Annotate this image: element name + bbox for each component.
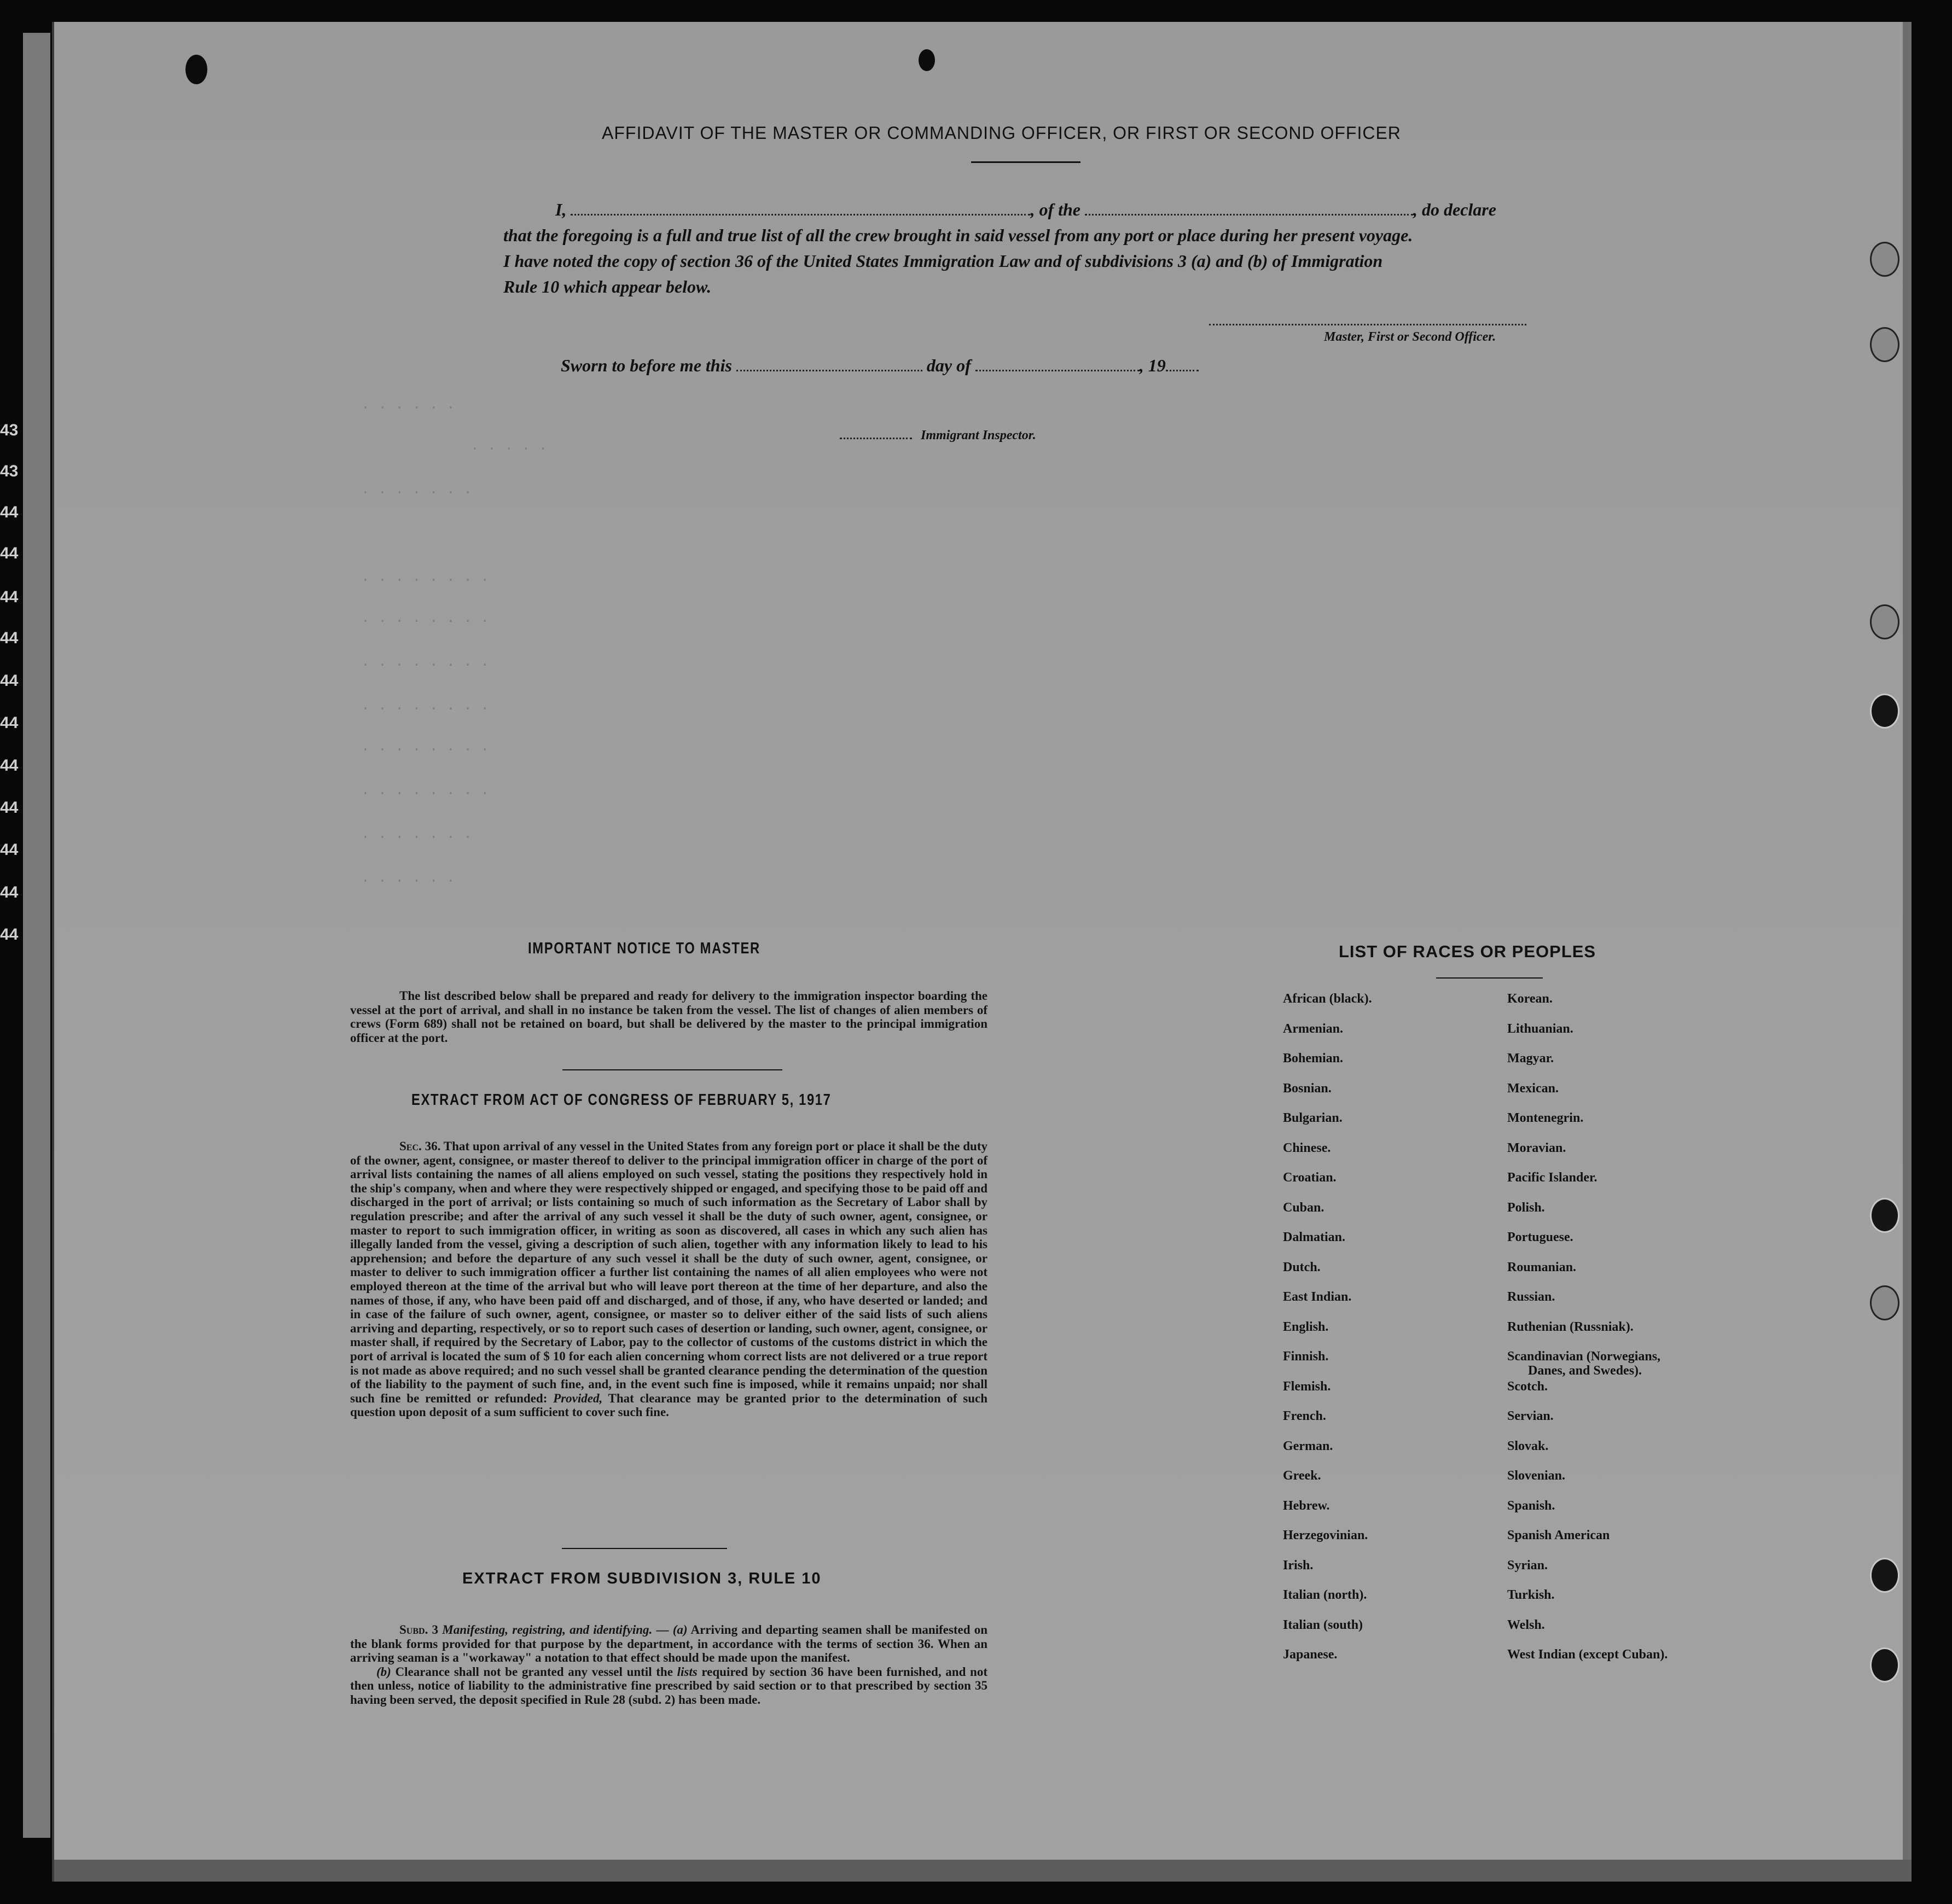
binder-hole-icon [1870,1558,1899,1593]
race-item: French. [1283,1409,1326,1423]
binder-hole-icon [1870,1285,1899,1320]
inspector-signature-field[interactable] [840,438,912,439]
part-a-mark: (a) [672,1623,688,1637]
sworn-day-field[interactable] [736,357,922,371]
binder-hole-icon [1870,327,1899,362]
race-item: Lithuanian. [1507,1021,1573,1036]
races-left-column [1283,992,1372,1678]
race-item: Dutch. [1283,1260,1321,1274]
race-item: Spanish. [1507,1498,1555,1513]
subdivision-heading: Manifesting, registring, and identifying. [442,1623,653,1637]
race-item: Flemish. [1283,1379,1331,1394]
margin-number: 44 [0,588,19,606]
race-item: East Indian. [1283,1290,1352,1304]
section-rule [562,1069,782,1070]
race-item: Cuban. [1283,1200,1324,1215]
race-item: Croatian. [1283,1171,1337,1185]
binder-hole-icon [1870,242,1899,277]
race-item: Japanese. [1283,1647,1338,1662]
margin-number: 44 [0,503,19,521]
race-item: Bohemian. [1283,1051,1344,1065]
declaration-of-the: , of the [1030,200,1080,219]
races-title: LIST OF RACES OR PEOPLES [1339,942,1596,961]
race-item: Russian. [1507,1290,1555,1304]
sworn-text: Sworn to before me this [561,356,732,375]
race-item: Irish. [1283,1558,1314,1573]
underlying-sheet-edge [23,33,50,1838]
race-item: West Indian (except Cuban). [1507,1647,1668,1662]
sheet-bottom-edge [54,1860,1912,1882]
races-title-rule [1436,977,1543,979]
signature-label: Master, First or Second Officer. [1324,330,1496,344]
margin-number: 44 [0,714,19,732]
race-item: Italian (north). [1283,1588,1367,1602]
rule-extract-title: EXTRACT FROM SUBDIVISION 3, RULE 10 [462,1570,822,1587]
notice-body-text: The list described below shall be prepared and ready for delivery to the immigration inspector boarding the vessel at the port of arrival, and shall in no instance be taken from the vessel. The list of changes of alien members of crews (Form 689) shall not be retained on board, but shall be delivered by the master to the principal immigration officer at the port. [350,989,987,1045]
binder-hole-icon [1870,604,1899,639]
race-item [1507,1349,1668,1379]
margin-number: 44 [0,841,19,859]
race-item: Herzegovinian. [1283,1528,1368,1542]
margin-number: 44 [0,544,19,562]
race-item: Dalmatian. [1283,1230,1345,1244]
proviso-word: Provided, [553,1391,603,1405]
race-item: Bosnian. [1283,1081,1332,1096]
race-item: Finnish. [1283,1349,1329,1364]
race-item: Mexican. [1507,1081,1559,1096]
subdivision-lead: Subd. 3 [399,1623,439,1637]
binder-hole-icon [1870,1647,1899,1682]
race-item: Armenian. [1283,1021,1343,1036]
affidavit-declaration [503,197,1548,300]
race-item: English. [1283,1319,1329,1334]
race-item: African (black). [1283,992,1372,1006]
race-item: Bulgarian. [1283,1111,1343,1125]
race-item: Montenegrin. [1507,1111,1584,1125]
part-b-text-2: required by section 36 have been furnished, and not then unless, notice of liability to the administrative fine prescribed by said section or to that prescribed by section 35 having been served, the deposit specified in Rule 28 (subd. 2) has been made. [350,1664,987,1707]
sworn-year-field[interactable] [1166,357,1199,371]
race-item: Spanish American [1507,1528,1610,1542]
margin-number: 44 [0,799,19,817]
race-item-line: Danes, and Swedes). [1528,1364,1642,1378]
race-item: Korean. [1507,992,1553,1006]
affidavit-title: AFFIDAVIT OF THE MASTER OR COMMANDING OFFICER, OR FIRST OR SECOND OFFICER [602,123,1401,143]
declaration-i: I, [555,200,567,219]
margin-number: 44 [0,629,19,647]
sheet-edge-shadow [1903,22,1912,1882]
race-item: Slovak. [1507,1439,1549,1453]
binder-hole-icon [1870,1198,1899,1233]
vessel-name-field[interactable] [1085,200,1413,216]
section-36-text: That upon arrival of any vessel in the United States from any foreign port or place it shall be the duty of the owner, agent, consignee, or master thereof to deliver to the principal immigration officer in charge of the port of arrival lists containing the names of all aliens employed on such vessel, stating the positions they respectively hold in the ship's company, when and where they were respectively shipped or engaged, and specifying those to be paid off and discharged in the port of arrival; or lists containing so much of such information as the Secretary of Labor shall by regulation prescribe; and after the arrival of any such vessel it shall be the duty of such owner, agent, consignee, or master to report to such immigration officer, in writing as soon as discovered, all cases in which any such alien has illegally landed from the vessel, giving a description of such alien, together with any information likely to lead to his apprehension; and before the departure of any such vessel it shall be the duty of such owner, agent, consignee, or master to deliver to such immigration officer a further list containing the names of all alien employees who were not employed thereon at the time of the arrival but who will leave port thereon at the time of her departure, and also the names of those, if any, who have been paid off and discharged, and of those, if any, who have deserted or landed; and in case of the failure of such owner, agent, consignee, or master so to deliver either of the said lists of such aliens arriving and departing, respectively, or so to report such cases of desertion or landing, such owner, agent, consignee, or master shall, if required by the Secretary of Labor, pay to the collector of customs of the customs district in which the port of arrival is located the sum of $ 10 for each alien concerning whom correct lists are not delivered or a true report is not made as above required; and no such vessel shall be granted clearance pending the determination of the question of the liability to the payment of such fine, and, in the event such fine is imposed, while it remains unpaid; nor shall such fine be remitted or refunded: [350,1139,987,1405]
race-item: Chinese. [1283,1140,1331,1155]
race-item: Polish. [1507,1200,1545,1215]
race-item: Ruthenian (Russniak). [1507,1319,1634,1334]
race-item: Moravian. [1507,1140,1566,1155]
margin-number: 44 [0,756,19,775]
inspector-label: Immigrant Inspector. [921,428,1036,442]
race-item: German. [1283,1439,1333,1453]
part-b-mark: (b) [376,1664,391,1679]
race-item: Portuguese. [1507,1230,1573,1244]
declaration-do-declare: , do declare [1413,200,1496,219]
declaration-line-3: I have noted the copy of section 36 of the United States Immigration Law and of subdivisions 3 (a) and (b) of Immigration [503,251,1383,271]
part-a-text: Arriving and departing seamen shall be manifested on the blank forms provided for that purpose by the department, in accordance with the terms of section 36. When an arriving seaman is a "workaway" a notation to that effect should be made upon the manifest. [350,1623,988,1665]
race-item: Scotch. [1507,1379,1548,1394]
margin-number: 44 [0,883,19,901]
race-item: Roumanian. [1507,1260,1577,1274]
act-extract-title: EXTRACT FROM ACT OF CONGRESS OF FEBRUARY 5, 1917 [411,1091,832,1109]
race-item: Syrian. [1507,1558,1548,1573]
race-item: Italian (south) [1283,1617,1363,1632]
race-item: Hebrew. [1283,1498,1330,1513]
margin-number: 43 [0,421,19,439]
race-item: Turkish. [1507,1588,1555,1602]
section-lead: Sec. 36. [399,1139,441,1153]
rule-extract-body: Subd. 3 Manifesting, registring, and identifying. — (a) Arriving and departing seamen shall be manifested on the blank forms provided for that purpose by the department, in accordance with the terms of section 36. When an arriving seaman is a "workaway" a notation to that effect should be made upon the manifest. (b) Clearance shall not be granted any vessel until the lists required by section 36 have been furnished, and not then unless, notice of liability to the administrative fine prescribed by said section or to that prescribed by section 35 having been served, the deposit specified in Rule 28 (subd. 2) has been made. [350,1623,988,1707]
race-item: Slovenian. [1507,1469,1566,1483]
race-item: Welsh. [1507,1617,1545,1632]
race-item-line: Scandinavian (Norwegians, [1507,1349,1661,1364]
races-right-column [1507,992,1668,1678]
sworn-year-prefix: , 19 [1139,356,1166,375]
sworn-month-field[interactable] [975,357,1140,371]
sworn-day-of: day of [926,356,971,375]
binder-hole-icon [1870,694,1899,729]
title-rule [971,161,1080,163]
part-b-lists: lists [677,1664,698,1679]
race-item: Pacific Islander. [1507,1171,1597,1185]
race-item: Servian. [1507,1409,1554,1423]
declaration-line-4: Rule 10 which appear below. [503,277,712,296]
act-extract-body [350,1139,987,1419]
master-name-field[interactable] [571,200,1030,216]
notice-title: IMPORTANT NOTICE TO MASTER [528,940,760,957]
signature-field[interactable] [1209,324,1526,325]
punch-hole-icon [919,49,935,71]
punch-hole-icon [185,55,207,84]
notice-body [350,989,987,1045]
race-item: Magyar. [1507,1051,1554,1065]
part-b-text-1: Clearance shall not be granted any vessel until the [395,1664,673,1679]
sworn-line [561,356,1199,376]
race-item: Greek. [1283,1469,1321,1483]
margin-number: 44 [0,925,19,944]
section-rule [562,1548,727,1549]
proviso-text: That clearance may be granted prior to the determination of such question upon deposit of a sum sufficient to cover such fine. [350,1391,988,1419]
margin-number: 44 [0,672,19,690]
margin-number: 43 [0,462,19,480]
declaration-line-2: that the foregoing is a full and true list of all the crew brought in said vessel from any port or place during her present voyage. [503,225,1413,245]
